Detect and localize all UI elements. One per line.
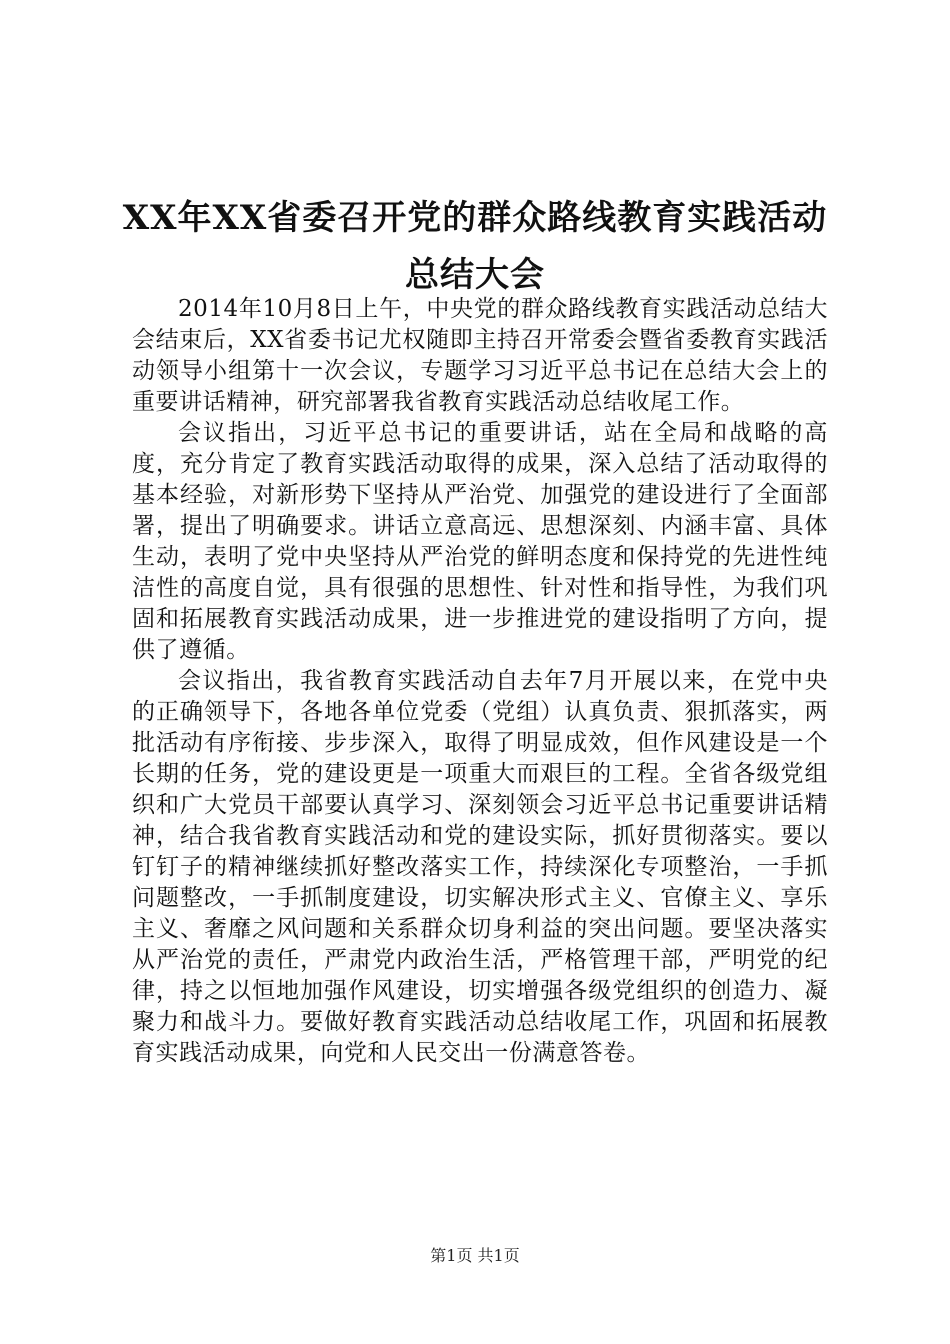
document-body bbox=[132, 294, 828, 1069]
paragraph-1: 2014年10月8日上午，中央党的群众路线教育实践活动总结大会结束后，XX省委书记尤权随即主持召开常委会暨省委教育实践活动领导小组第十一次会议，专题学习习近平总书记在总结大会上的重要讲话精神，研究部署我省教育实践活动总结收尾工作。 bbox=[132, 296, 828, 415]
page-footer: 第1页 共1页 bbox=[430, 1246, 520, 1265]
paragraph-3: 会议指出，我省教育实践活动自去年7月开展以来，在党中央的正确领导下，各地各单位党委（党组）认真负责、狠抓落实，两批活动有序衔接、步步深入，取得了明显成效，但作风建设是一个长期的任务，党的建设更是一项重大而艰巨的工程。全省各级党组织和广大党员干部要认真学习、深刻领会习近平总书记重要讲话精神，结合我省教育实践活动和党的建设实际，抓好贯彻落实。要以钉钉子的精神继续抓好整改落实工作，持续深化专项整治，一手抓问题整改，一手抓制度建设，切实解决形式主义、官僚主义、享乐主义、奢靡之风问题和关系群众切身利益的突出问题。要坚决落实从严治党的责任，严肃党内政治生活，严格管理干部，严明党的纪律，持之以恒地加强作风建设，切实增强各级党组织的创造力、凝聚力和战斗力。要做好教育实践活动总结收尾工作，巩固和拓展教育实践活动成果，向党和人民交出一份满意答卷。 bbox=[132, 668, 828, 1066]
paragraph-2: 会议指出，习近平总书记的重要讲话，站在全局和战略的高度，充分肯定了教育实践活动取得的成果，深入总结了活动取得的基本经验，对新形势下坚持从严治党、加强党的建设进行了全面部署，提出了明确要求。讲话立意高远、思想深刻、内涵丰富、具体生动，表明了党中央坚持从严治党的鲜明态度和保持党的先进性纯洁性的高度自觉，具有很强的思想性、针对性和指导性，为我们巩固和拓展教育实践活动成果，进一步推进党的建设指明了方向，提供了遵循。 bbox=[132, 420, 828, 663]
document-title-line-2: 总结大会 bbox=[405, 255, 545, 295]
document-title-line-1: XX年XX省委召开党的群众路线教育实践活动 bbox=[122, 198, 828, 238]
